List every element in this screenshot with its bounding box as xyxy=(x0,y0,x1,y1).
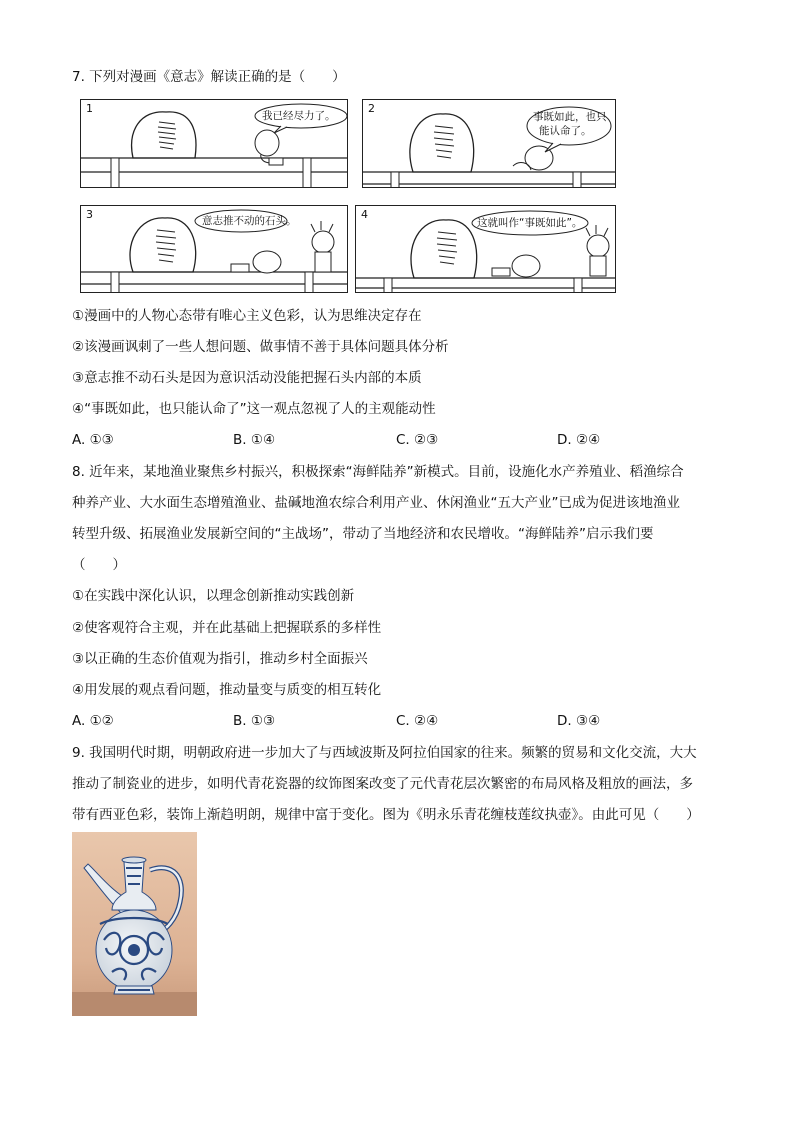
q7-stem: 7. 下列对漫画《意志》解读正确的是（ ） xyxy=(72,69,346,85)
comic-panel-4 xyxy=(355,205,616,293)
comic-panel-1 xyxy=(80,99,348,188)
q7-statement-2: ②该漫画讽刺了一些人想问题、做事情不善于具体问题具体分析 xyxy=(72,339,449,355)
porcelain-ewer-photo xyxy=(72,832,197,1016)
q8-stem-line-3: 转型升级、拓展渔业发展新空间的“主战场”，带动了当地经济和农民增收。“海鲜陆养”启示我们要 xyxy=(72,526,654,542)
speech-bubble-text-line2: 能认命了。 xyxy=(539,125,592,137)
q8-stem-line-4: （ ） xyxy=(72,557,126,573)
panel-number: 3 xyxy=(86,208,93,221)
q7-option-a[interactable]: A. ①③ xyxy=(72,432,114,448)
speech-bubble-text: 这就叫作“事既如此”。 xyxy=(477,217,583,229)
q7-option-d[interactable]: D. ②④ xyxy=(557,432,601,448)
q8-statement-4: ④用发展的观点看问题，推动量变与质变的相互转化 xyxy=(72,682,382,698)
q8-stem-line-1: 8. 近年来，某地渔业聚焦乡村振兴，积极探索“海鲜陆养”新模式。目前，设施化水产养殖业、稻渔综合 xyxy=(72,464,684,480)
q8-stem-line-2: 种养产业、大水面生态增殖渔业、盐碱地渔农综合利用产业、休闲渔业“五大产业”已成为促进该地渔业 xyxy=(72,495,680,511)
q8-statement-3: ③以正确的生态价值观为指引，推动乡村全面振兴 xyxy=(72,651,368,667)
q7-statement-1: ①漫画中的人物心态带有唯心主义色彩，认为思维决定存在 xyxy=(72,308,422,324)
comic-panel-3 xyxy=(80,205,348,293)
q9-stem-line-2: 推动了制瓷业的进步，如明代青花瓷器的纹饰图案改变了元代青花层次繁密的布局风格及粗放的画法，多 xyxy=(72,776,693,792)
q8-option-d[interactable]: D. ③④ xyxy=(557,713,601,729)
q8-statement-2: ②使客观符合主观，并在此基础上把握联系的多样性 xyxy=(72,620,382,636)
q8-option-a[interactable]: A. ①② xyxy=(72,713,114,729)
panel-number: 4 xyxy=(361,208,368,221)
q9-stem-line-3: 带有西亚色彩，装饰上渐趋明朗，规律中富于变化。图为《明永乐青花缠枝莲纹执壶》。由此可见（ ） xyxy=(72,807,700,823)
q7-option-c[interactable]: C. ②③ xyxy=(396,432,439,448)
q8-statement-1: ①在实践中深化认识，以理念创新推动实践创新 xyxy=(72,588,355,604)
q8-option-b[interactable]: B. ①③ xyxy=(233,713,276,729)
q7-statement-4: ④“事既如此，也只能认命了”这一观点忽视了人的主观能动性 xyxy=(72,401,436,417)
speech-bubble-text-line1: 事既如此，也只 xyxy=(533,111,607,123)
q7-option-b[interactable]: B. ①④ xyxy=(233,432,276,448)
speech-bubble-text: 意志推不动的石头。 xyxy=(202,215,297,227)
q7-statement-3: ③意志推不动石头是因为意识活动没能把握石头内部的本质 xyxy=(72,370,422,386)
panel-number: 1 xyxy=(86,102,93,115)
q9-stem-line-1: 9. 我国明代时期，明朝政府进一步加大了与西域波斯及阿拉伯国家的往来。频繁的贸易和文化交流，大大 xyxy=(72,745,697,761)
panel-number: 2 xyxy=(368,102,375,115)
speech-bubble-text: 我已经尽力了。 xyxy=(262,110,336,122)
q8-option-c[interactable]: C. ②④ xyxy=(396,713,439,729)
comic-panel-2 xyxy=(362,99,616,188)
